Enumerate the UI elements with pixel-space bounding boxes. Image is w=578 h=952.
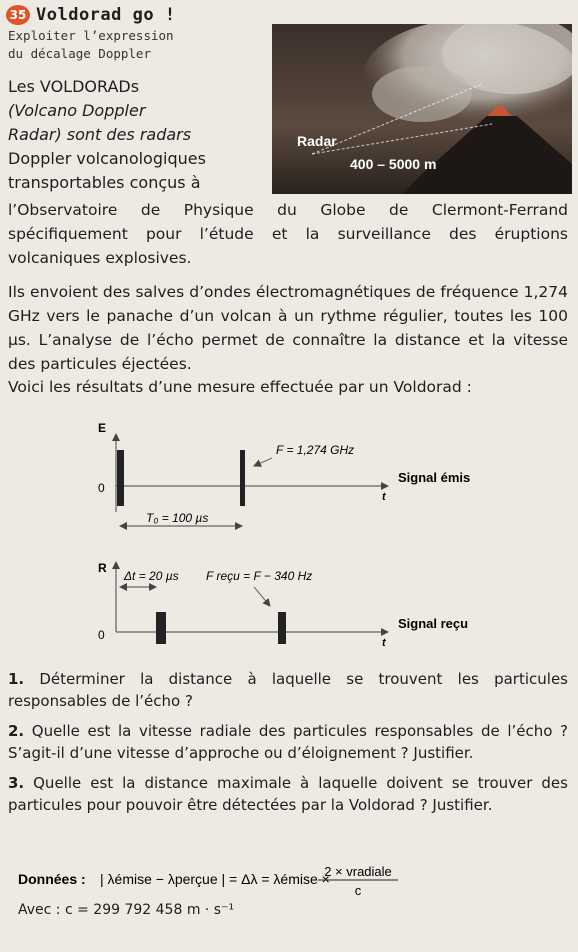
signal-paragraph: Ils envoient des salves d’ondes électromagnétiques de fréquence 1,274 GHz vers le panache d’un volcan à un rythme régulier, toutes les 100 µs. L’analyse de l’écho permet de connaître la distance et la vitesse des particules éjectées. xyxy=(8,283,568,373)
recv-pulse-2 xyxy=(278,612,286,644)
volcano-illustration xyxy=(272,24,572,194)
subtitle-line: du décalage Doppler xyxy=(8,46,151,61)
subtitle-line: Exploiter l’expression xyxy=(8,28,174,43)
results-paragraph: Voici les résultats d’une mesure effectuée par un Voldorad : xyxy=(8,378,472,396)
emit-signal-label: Signal émis xyxy=(398,470,471,485)
exercise-number-badge: 35 xyxy=(6,5,30,25)
emit-zero-label: 0 xyxy=(98,481,105,495)
recv-time-label: t xyxy=(382,637,386,649)
emit-pulse-1 xyxy=(117,450,124,506)
intro-text xyxy=(8,75,270,195)
intro-line: transportables conçus à xyxy=(8,173,201,192)
recv-freq-label: F reçu = F − 340 Hz xyxy=(206,569,313,583)
intro-line: (Volcano Doppler xyxy=(8,101,146,120)
recv-delay-label: Δt = 20 µs xyxy=(124,569,179,583)
intro-line xyxy=(8,123,270,147)
question-number: 3. xyxy=(8,774,25,792)
question-number: 1. xyxy=(8,670,25,688)
speed-of-light-note: Avec : c = 299 792 458 m · s⁻¹ xyxy=(18,902,235,918)
question-number: 2. xyxy=(8,722,25,740)
emit-freq-pointer xyxy=(254,458,272,466)
questions xyxy=(8,668,568,824)
formula-left: | λémise − λperçue | = Δλ = λémise × xyxy=(100,871,330,887)
recv-pulse-1 xyxy=(156,612,166,644)
emit-freq-label: F = 1,274 GHz xyxy=(276,443,355,457)
data-formula xyxy=(18,858,568,898)
question-text: Déterminer la distance à laquelle se trouvent les particules responsables de l’écho ? xyxy=(8,670,568,710)
radar-label xyxy=(297,133,337,149)
formula-svg xyxy=(18,858,568,898)
intro-line-part: Radar) sont des radars xyxy=(8,125,192,144)
volcano-photo xyxy=(272,24,572,194)
recv-signal-label: Signal reçu xyxy=(398,616,469,631)
recv-zero-label: 0 xyxy=(98,628,105,642)
question-1 xyxy=(8,668,568,712)
recv-axis-label: R xyxy=(98,561,107,575)
emit-time-label: t xyxy=(382,491,386,503)
question-2 xyxy=(8,720,568,764)
distance-label: 400 – 5000 m xyxy=(350,156,437,172)
recv-freq-pointer xyxy=(254,587,270,606)
exercise-subtitle xyxy=(8,27,248,63)
intro-line: Doppler volcanologiques xyxy=(8,149,206,168)
intro-line: Les VOLDORADs xyxy=(8,77,140,96)
exercise-title: Voldorad go ! xyxy=(36,5,176,25)
emit-period-label: T₀ = 100 µs xyxy=(146,511,209,525)
formula-numerator: 2 × vradiale xyxy=(324,864,392,879)
radar-label-text: Radar xyxy=(297,133,337,149)
emit-axis-label: E xyxy=(98,421,107,435)
signal-diagram xyxy=(86,412,506,657)
intro-continuation: l’Observatoire de Physique du Globe de Clermont-Ferrand spécifiquement pour l’étude et la surveillance des éruptions volcaniques explosives. xyxy=(8,201,568,267)
formula-denominator: c xyxy=(354,883,362,898)
signal-diagram-svg xyxy=(86,412,506,657)
exercise-header xyxy=(6,4,176,26)
question-text: Quelle est la distance maximale à laquelle doivent se trouver des particules pour pouvoir être détectées par la Voldorad ? Justifier. xyxy=(8,774,568,814)
question-text: Quelle est la vitesse radiale des particules responsables de l’écho ? S’agit-il d’une vitesse d’approche ou d’éloignement ? Justifier. xyxy=(8,722,568,762)
data-label: Données : xyxy=(18,871,86,887)
question-3 xyxy=(8,772,568,816)
emit-pulse-2 xyxy=(240,450,245,506)
